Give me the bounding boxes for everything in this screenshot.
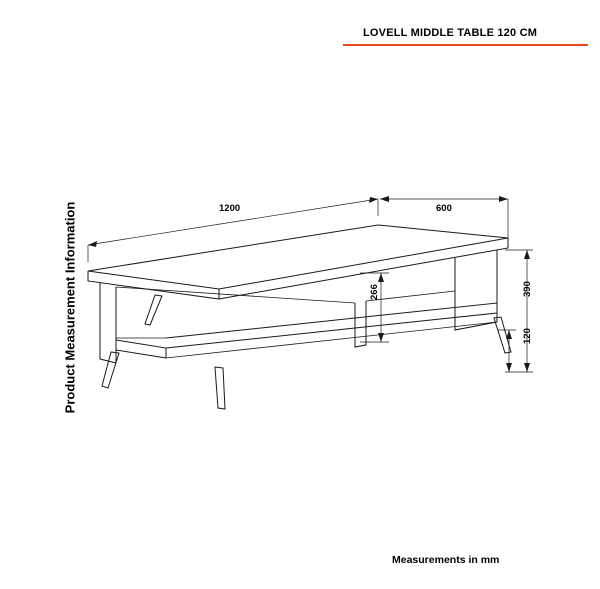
side-label: Product Measurement Information	[62, 201, 78, 414]
page-title: LOVELL MIDDLE TABLE 120 CM	[363, 27, 538, 39]
leg-front-right	[215, 367, 225, 409]
dimension-label-depth: 600	[436, 203, 452, 214]
leg-back-left	[145, 295, 162, 325]
measurement-units-note: Measurements in mm	[392, 554, 500, 566]
dimension-label-leg-height: 120	[522, 328, 533, 344]
dimension-label-width: 1200	[219, 203, 241, 214]
dimension-label-total-height: 390	[522, 281, 533, 297]
dimension-label-opening-height: 266	[369, 284, 380, 300]
